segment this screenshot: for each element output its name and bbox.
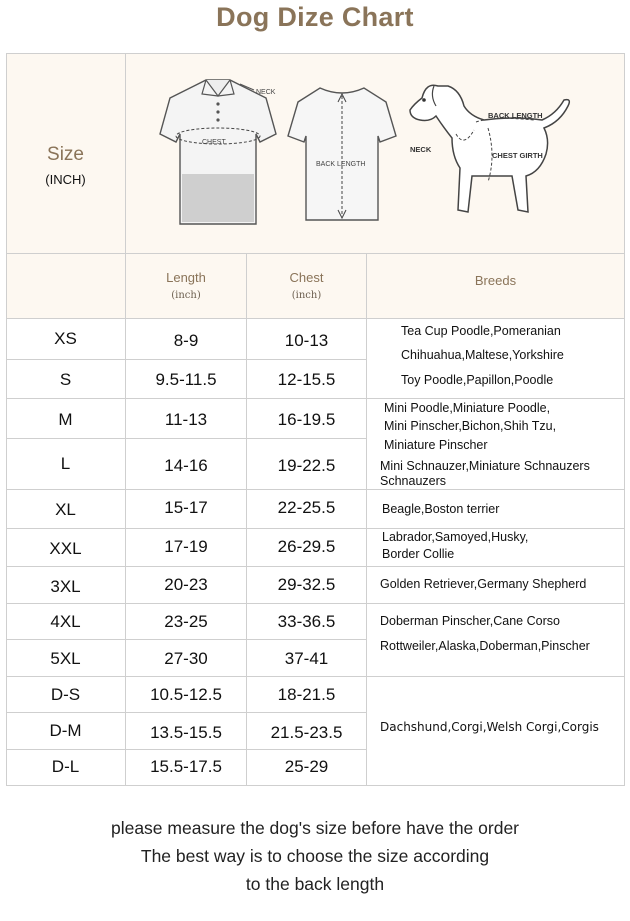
table-border [6, 676, 625, 677]
size-cell: S [59, 370, 72, 389]
size-cell: D-L [51, 757, 80, 776]
chest-cell: 16-19.5 [277, 410, 336, 429]
chest-label: CHEST [202, 139, 226, 146]
length-cell: 9.5-11.5 [155, 370, 217, 389]
table-border [125, 53, 126, 786]
breed-text: Golden Retriever,Germany Shepherd [380, 577, 587, 591]
chest-cell: 33-36.5 [277, 612, 336, 631]
table-border [6, 253, 625, 254]
dog-back-length-label: BACK LENGTH [488, 111, 543, 120]
chest-cell: 22-25.5 [277, 498, 336, 517]
size-cell: 4XL [50, 612, 81, 631]
breed-text: Beagle,Boston terrier [382, 502, 500, 516]
table-border [624, 53, 625, 786]
length-cell: 11-13 [164, 410, 208, 429]
size-cell: XL [55, 500, 76, 519]
length-cell: 27-30 [164, 649, 208, 668]
size-cell: L [60, 454, 71, 473]
chest-cell: 21.5-23.5 [270, 723, 343, 742]
length-cell: 20-23 [164, 575, 208, 594]
table-border [6, 603, 625, 604]
note-line: please measure the dog's size before have the order [110, 818, 520, 838]
chest-cell: 26-29.5 [277, 537, 336, 556]
breed-text: Chihuahua,Maltese,Yorkshire [401, 348, 564, 362]
length-header-label: Length [166, 269, 206, 285]
chest-cell: 37-41 [284, 649, 329, 668]
table-border [6, 359, 366, 360]
breed-text: Mini Poodle,Miniature Poodle, [384, 401, 551, 415]
chest-cell: 10-13 [284, 331, 329, 350]
length-cell: 17-19 [164, 537, 208, 556]
table-border [246, 253, 247, 786]
size-cell: D-S [50, 685, 81, 704]
table-border [6, 438, 366, 439]
length-header-unit: (inch) [171, 290, 201, 302]
table-border [6, 53, 625, 54]
size-cell: 3XL [50, 577, 81, 596]
breed-text: Dachshund,Corgi,Welsh Corgi,Corgis [380, 720, 599, 734]
breed-text: Tea Cup Poodle,Pomeranian [401, 324, 561, 338]
table-border [366, 253, 367, 786]
dog-chest-girth-label: CHEST GIRTH [492, 151, 543, 160]
length-cell: 13.5-15.5 [150, 723, 222, 742]
size-cell: XXL [49, 539, 82, 558]
length-cell: 8-9 [173, 331, 199, 350]
table-border [6, 639, 366, 640]
chest-cell: 18-21.5 [277, 685, 336, 704]
size-cell: D-M [49, 721, 82, 740]
table-border [6, 489, 625, 490]
breed-text: Doberman Pinscher,Cane Corso [380, 614, 560, 628]
chest-cell: 29-32.5 [277, 575, 336, 594]
chest-header-unit: (inch) [291, 290, 322, 302]
breed-text: Toy Poodle,Papillon,Poodle [401, 373, 554, 387]
table-border [6, 53, 7, 786]
chest-column-header [247, 262, 366, 310]
length-cell: 15-17 [164, 498, 208, 517]
length-column-header [126, 262, 246, 310]
breed-text: Border Collie [382, 547, 455, 561]
breed-text: Mini Schnauzer,Miniature Schnauzers [380, 459, 590, 473]
page-title: Dog Dize Chart [216, 2, 414, 32]
breed-text: Labrador,Samoyed,Husky, [382, 530, 529, 544]
size-unit-header [6, 168, 125, 190]
neck-label: NECK [256, 89, 276, 96]
dog-diagram [404, 76, 584, 224]
table-border [6, 749, 366, 750]
breed-text: Miniature Pinscher [384, 438, 488, 452]
size-cell: XS [54, 329, 77, 348]
length-cell: 15.5-17.5 [150, 757, 222, 776]
size-header [6, 140, 125, 170]
table-border [6, 712, 366, 713]
chest-cell: 12-15.5 [277, 370, 336, 389]
table-border [6, 785, 625, 786]
table-border [6, 318, 625, 319]
chest-cell: 19-22.5 [277, 456, 336, 475]
shirt-back-diagram [286, 80, 398, 230]
length-cell: 14-16 [164, 456, 208, 475]
breed-text: Mini Pinscher,Bichon,Shih Tzu, [384, 419, 557, 433]
note-line: to the back length [245, 874, 385, 894]
table-border [6, 566, 625, 567]
breed-text: Rottweiler,Alaska,Doberman,Pinscher [380, 639, 590, 653]
back-length-label: BACK LENGTH [316, 161, 366, 168]
breed-text: Schnauzers [380, 474, 447, 488]
note-line: The best way is to choose the size according [140, 846, 490, 866]
length-cell: 23-25 [164, 612, 208, 631]
breeds-column-header [367, 262, 624, 300]
chest-header-label: Chest [289, 269, 324, 285]
breeds-header-label: Breeds [474, 272, 517, 288]
dog-neck-label: NECK [410, 145, 432, 154]
table-border [6, 398, 625, 399]
size-cell: M [58, 410, 73, 429]
size-label: Size [47, 144, 84, 165]
table-border [6, 528, 625, 529]
length-cell: 10.5-12.5 [150, 685, 222, 704]
shirt-front-diagram [156, 74, 280, 234]
size-cell: 5XL [50, 649, 81, 668]
size-unit-label: (INCH) [45, 171, 86, 187]
chest-cell: 25-29 [284, 757, 329, 776]
